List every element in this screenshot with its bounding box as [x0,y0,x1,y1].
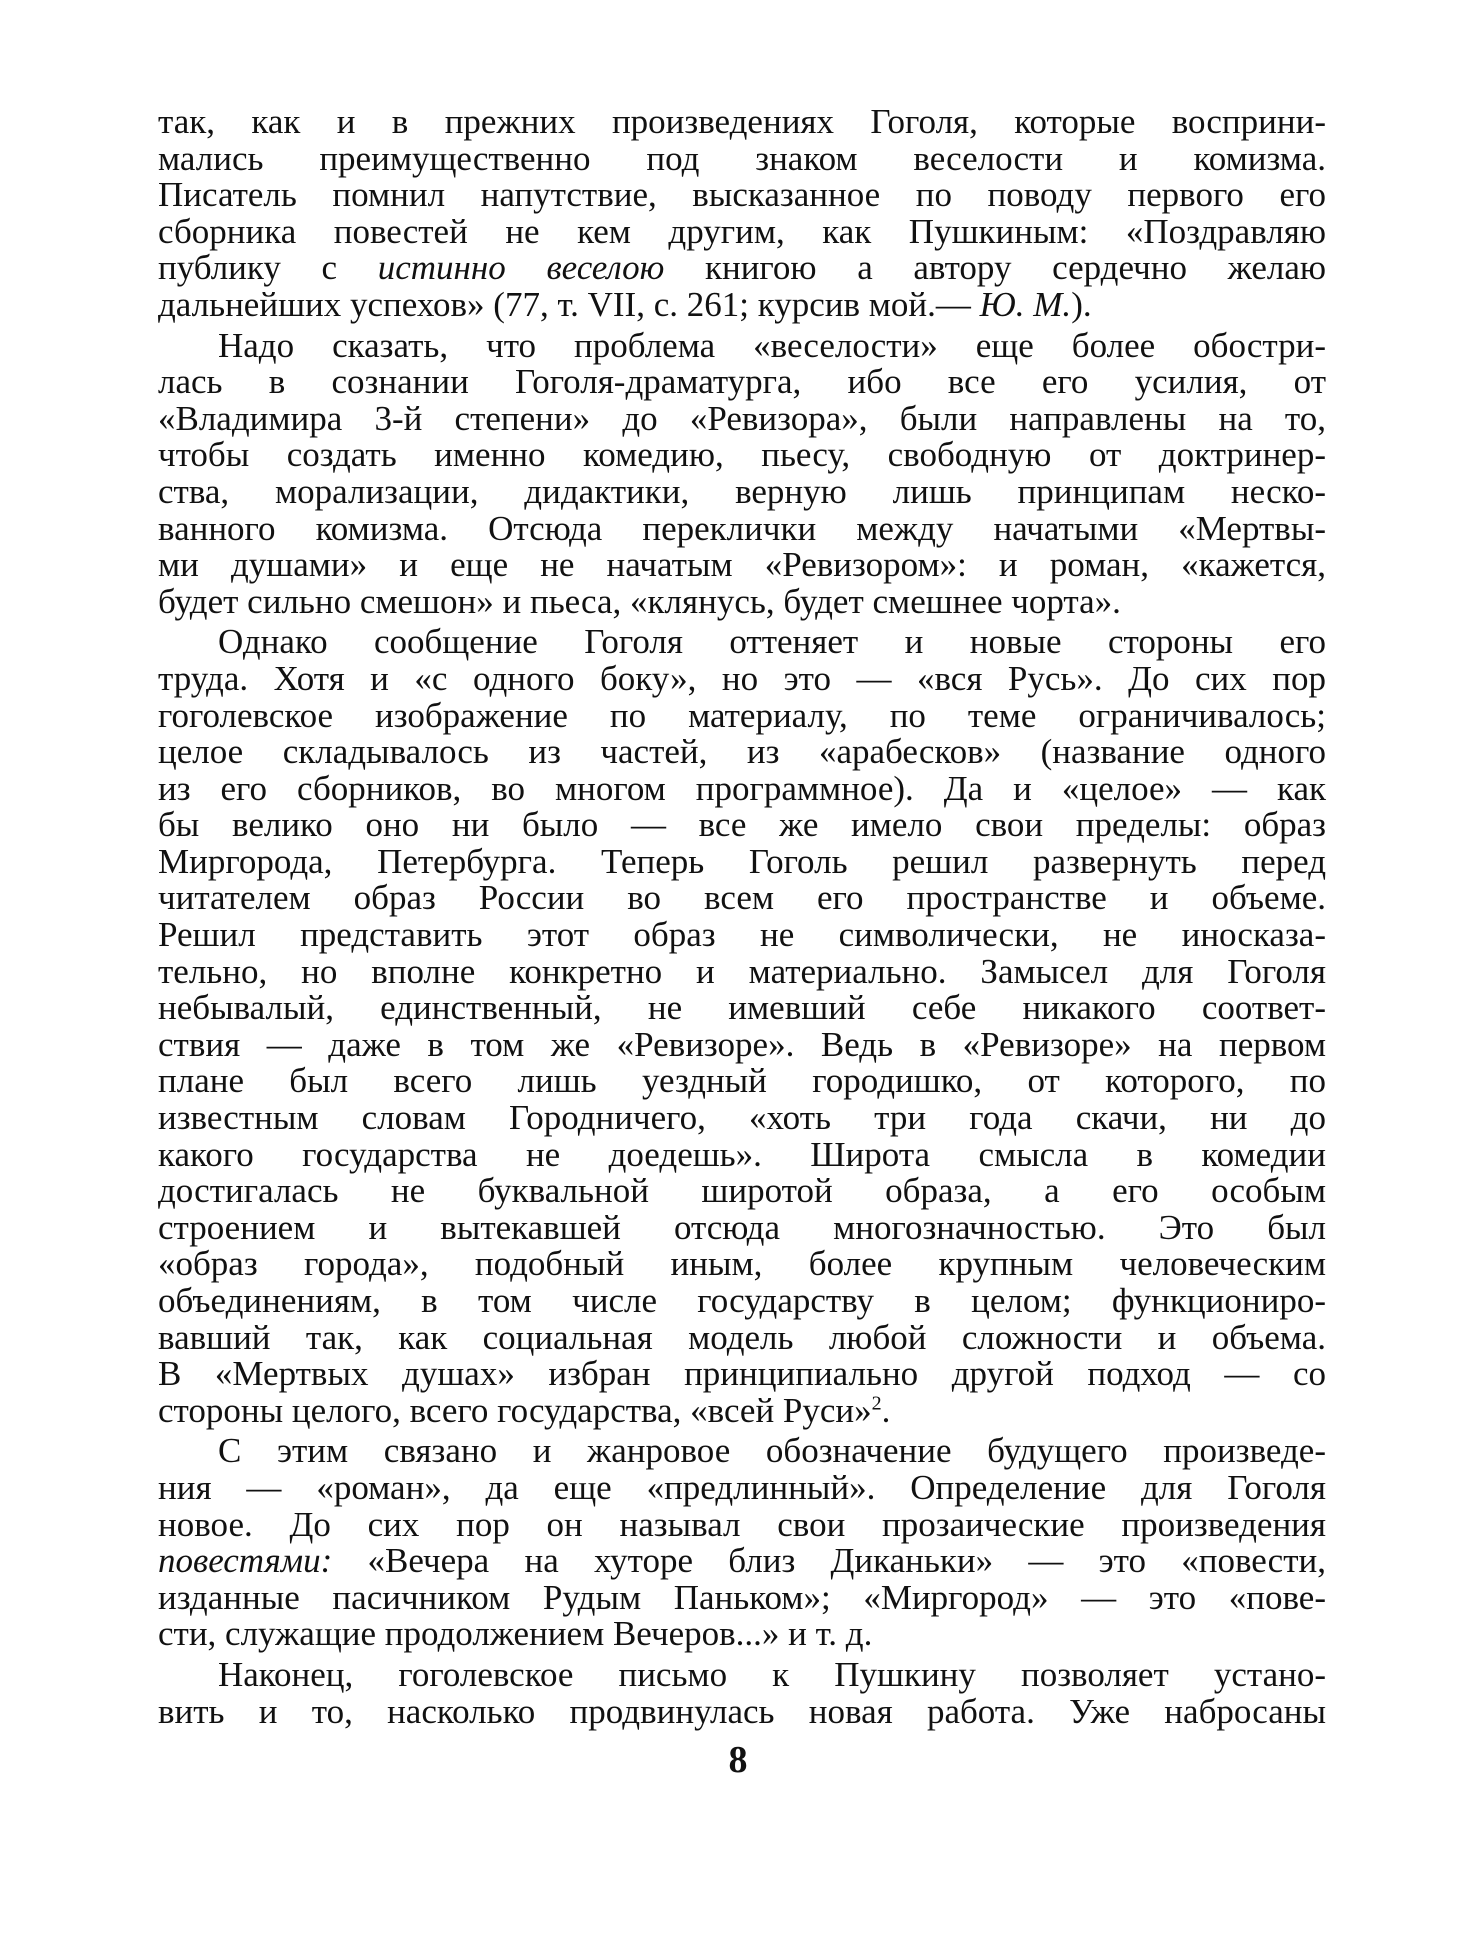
text-run: книгою а автору сердечно желаю [664,248,1326,288]
text-line: сборника повестей не кем другим, как Пушкиным: «Поздравляю [158,211,1326,251]
text-line: из его сборников, во многом программное). Да и «целое» — как [158,768,1326,808]
text-line: ния — «роман», да еще «предлинный». Определение для Гоголя [158,1467,1326,1507]
text-line: вавший так, как социальная модель любой сложности и объема. [158,1317,1326,1357]
italic-author-initials: Ю. М. [979,284,1072,324]
text-line: строением и вытекавшей отсюда многозначностью. Это был [158,1207,1326,1247]
text-line: Надо сказать, что проблема «веселости» еще более обостри- [218,325,1326,365]
text-run: дальнейших успехов» (77, т. VII, с. 261; курсив мой.— [158,284,980,324]
text-line: будет сильно смешон» и пьеса, «клянусь, будет смешнее чорта». [158,581,1121,621]
text-line: плане был всего лишь уездный городишко, от которого, по [158,1061,1326,1101]
text-line [158,284,1326,324]
paragraph-5 [158,1654,1326,1731]
paragraph-4 [158,1433,1326,1653]
text-line: «Владимира 3-й степени» до «Ревизора», были направлены на то, [158,398,1326,438]
text-run: стороны целого, всего государства, «всей Руси» [158,1390,872,1430]
text-line: гоголевское изображение по материалу, по теме ограничивалось; [158,695,1326,735]
text-line: «образ города», подобный иным, более крупным человеческим [158,1244,1326,1284]
text-run: «Вечера на хуторе близ Диканьки» — это «повести, [332,1541,1326,1581]
footnote-reference[interactable]: 2 [871,1392,882,1415]
text-line: новое. До сих пор он называл свои прозаические произведения [158,1504,1326,1544]
text-line: объединениям, в том числе государству в целом; функциониро- [158,1281,1326,1320]
paragraph-2 [158,325,1326,621]
page-body [158,104,1326,1730]
text-line: известным словам Городничего, «хоть три года скачи, ни до [158,1098,1326,1138]
text-line: бы велико оно ни было — все же имело свои пределы: образ [158,805,1326,845]
text-line [158,1390,1326,1430]
text-line: читателем образ России во всем его пространстве и объеме. [158,878,1326,918]
text-line: небывалый, единственный, не имевший себе никакого соответ- [158,988,1326,1028]
italic-emphasis: повестями: [158,1541,333,1581]
text-line: Однако сообщение Гоголя оттеняет и новые стороны его [218,622,1326,662]
text-line: изданные пасичником Рудым Паньком»; «Миргород» — это «пове- [158,1577,1326,1617]
text-line: лась в сознании Гоголя-драматурга, ибо все его усилия, от [158,362,1326,402]
text-line: вить и то, насколько продвинулась новая работа. Уже набросаны [158,1691,1326,1731]
text-line: ми душами» и еще не начатым «Ревизором»: и роман, «кажется, [158,545,1326,585]
text-run: . [881,1390,891,1430]
text-line: труда. Хотя и «с одного боку», но это — «вся Русь». До сих пор [158,658,1326,698]
text-line: ствия — даже в том же «Ревизоре». Ведь в «Ревизоре» на первом [158,1024,1326,1064]
text-line: Решил представить этот образ не символически, не иносказа- [158,915,1326,955]
text-line: целое складывалось из частей, из «арабесков» (название одного [158,732,1326,772]
text-line [158,1543,1326,1580]
text-run: ). [1071,284,1092,324]
text-line: В «Мертвых душах» избран принципиально другой подход — со [158,1354,1326,1394]
text-line: чтобы создать именно комедию, пьесу, свободную от доктринер- [158,435,1326,475]
text-line: Писатель помнил напутствие, высказанное по поводу первого его [158,175,1326,215]
text-line: Наконец, гоголевское письмо к Пушкину позволяет устано- [218,1654,1326,1694]
text-line: мались преимущественно под знаком веселости и комизма. [158,138,1326,178]
text-line: ства, морализации, дидактики, верную лишь принципам неско- [158,471,1326,511]
page-number: 8 [728,1739,748,1781]
text-line: так, как и в прежних произведениях Гоголя, которые восприни- [158,102,1326,141]
text-line [158,250,1326,287]
paragraph-3 [158,624,1326,1429]
text-line: сти, служащие продолжением Вечеров...» и т. д. [158,1614,873,1654]
text-line: достигалась не буквальной широтой образа, а его особым [158,1171,1326,1211]
text-line: С этим связано и жанровое обозначение будущего произведе- [218,1431,1326,1471]
text-line: тельно, но вполне конкретно и материально. Замысел для Гоголя [158,951,1326,991]
text-run: публику с [158,248,378,288]
text-line: Миргорода, Петербурга. Теперь Гоголь решил развернуть перед [158,841,1326,881]
paragraph-1 [158,104,1326,324]
italic-emphasis: истинно веселою [377,248,665,288]
text-line: какого государства не доедешь». Широта смысла в комедии [158,1134,1326,1174]
text-line: ванного комизма. Отсюда переклички между начатыми «Мертвы- [158,508,1326,548]
